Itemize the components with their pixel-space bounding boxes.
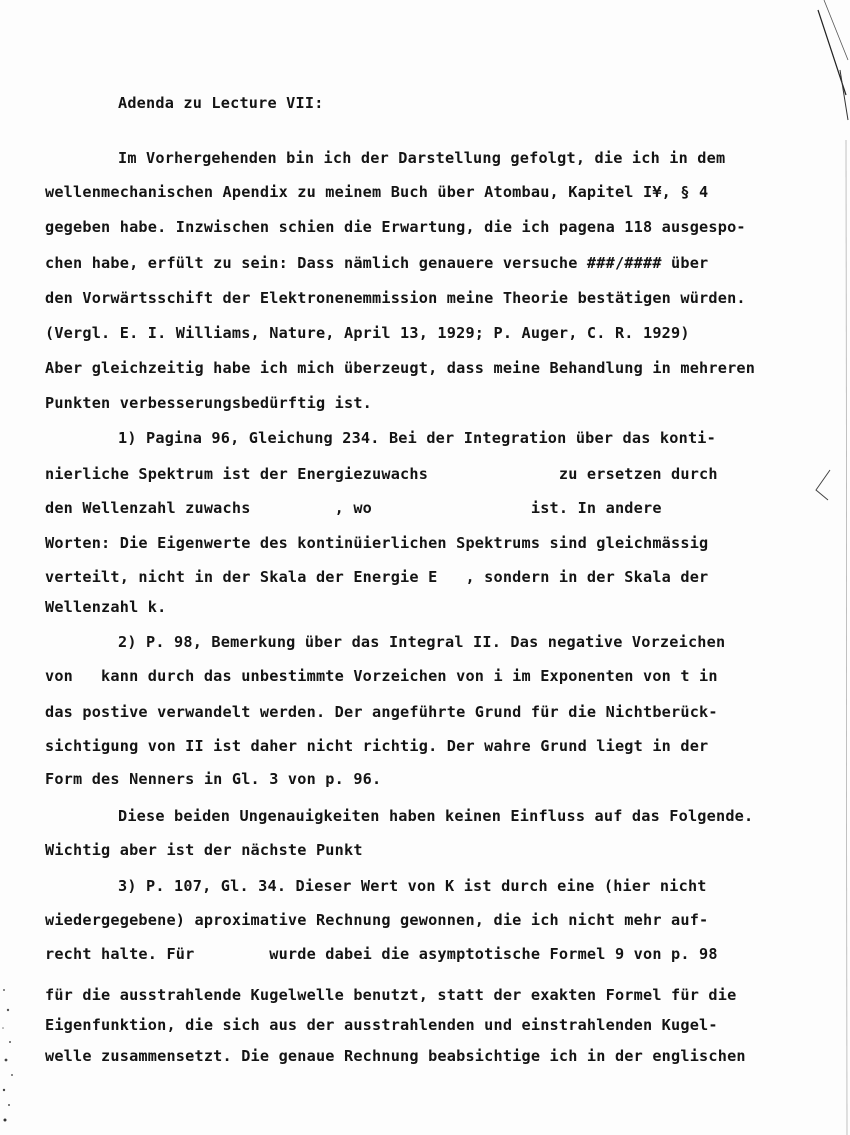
text-line: 3) P. 107, Gl. 34. Dieser Wert von K ist durch eine (hier nicht <box>118 877 707 895</box>
text-line: von kann durch das unbestimmte Vorzeichen von i im Exponenten von t in <box>45 667 718 685</box>
document-heading: Adenda zu Lecture VII: <box>118 94 324 112</box>
text-line: wellenmechanischen Apendix zu meinem Buch über Atombau, Kapitel I¥, § 4 <box>45 183 709 201</box>
text-line: gegeben habe. Inzwischen schien die Erwartung, die ich pagena 118 ausgespo- <box>45 218 746 236</box>
text-line: Eigenfunktion, die sich aus der ausstrahlenden und einstrahlenden Kugel- <box>45 1016 718 1034</box>
text-line: Im Vorhergehenden bin ich der Darstellung gefolgt, die ich in dem <box>118 149 726 167</box>
text-line: den Vorwärtsschift der Elektronenemmission meine Theorie bestätigen würden. <box>45 289 746 307</box>
text-line: 2) P. 98, Bemerkung über das Integral II. Das negative Vorzeichen <box>118 633 726 651</box>
text-line: Aber gleichzeitig habe ich mich überzeugt, dass meine Behandlung in mehreren <box>45 359 756 377</box>
scan-margin-speckle <box>0 980 22 1135</box>
text-line: für die ausstrahlende Kugelwelle benutzt, statt der exakten Formel für die <box>45 986 737 1004</box>
text-line: wiedergegebene) aproximative Rechnung gewonnen, die ich nicht mehr auf- <box>45 911 709 929</box>
text-line: recht halte. Für wurde dabei die asymptotische Formel 9 von p. 98 <box>45 945 718 963</box>
text-line: Form des Nenners in Gl. 3 von p. 96. <box>45 770 382 788</box>
scan-edge-artifact <box>812 0 850 1135</box>
text-line: Punkten verbesserungsbedürftig ist. <box>45 394 373 412</box>
text-line: Wellenzahl k. <box>45 598 167 616</box>
text-line: 1) Pagina 96, Gleichung 234. Bei der Integration über das konti- <box>118 429 716 447</box>
text-line: das postive verwandelt werden. Der angeführte Grund für die Nichtberück- <box>45 703 718 721</box>
text-line: verteilt, nicht in der Skala der Energie E , sondern in der Skala der <box>45 568 709 586</box>
text-line: Worten: Die Eigenwerte des kontinüierlichen Spektrums sind gleichmässig <box>45 534 709 552</box>
text-line: sichtigung von II ist daher nicht richtig. Der wahre Grund liegt in der <box>45 737 709 755</box>
text-line: Wichtig aber ist der nächste Punkt <box>45 841 363 859</box>
text-line: nierliche Spektrum ist der Energiezuwachs zu ersetzen durch <box>45 465 718 483</box>
text-line: welle zusammensetzt. Die genaue Rechnung beabsichtige ich in der englischen <box>45 1047 746 1065</box>
text-line: (Vergl. E. I. Williams, Nature, April 13, 1929; P. Auger, C. R. 1929) <box>45 324 690 342</box>
text-line: den Wellenzahl zuwachs , wo ist. In andere <box>45 499 662 517</box>
text-line: Diese beiden Ungenauigkeiten haben keinen Einfluss auf das Folgende. <box>118 807 754 825</box>
text-line: chen habe, erfült zu sein: Dass nämlich genauere versuche ###/#### über <box>45 254 709 272</box>
